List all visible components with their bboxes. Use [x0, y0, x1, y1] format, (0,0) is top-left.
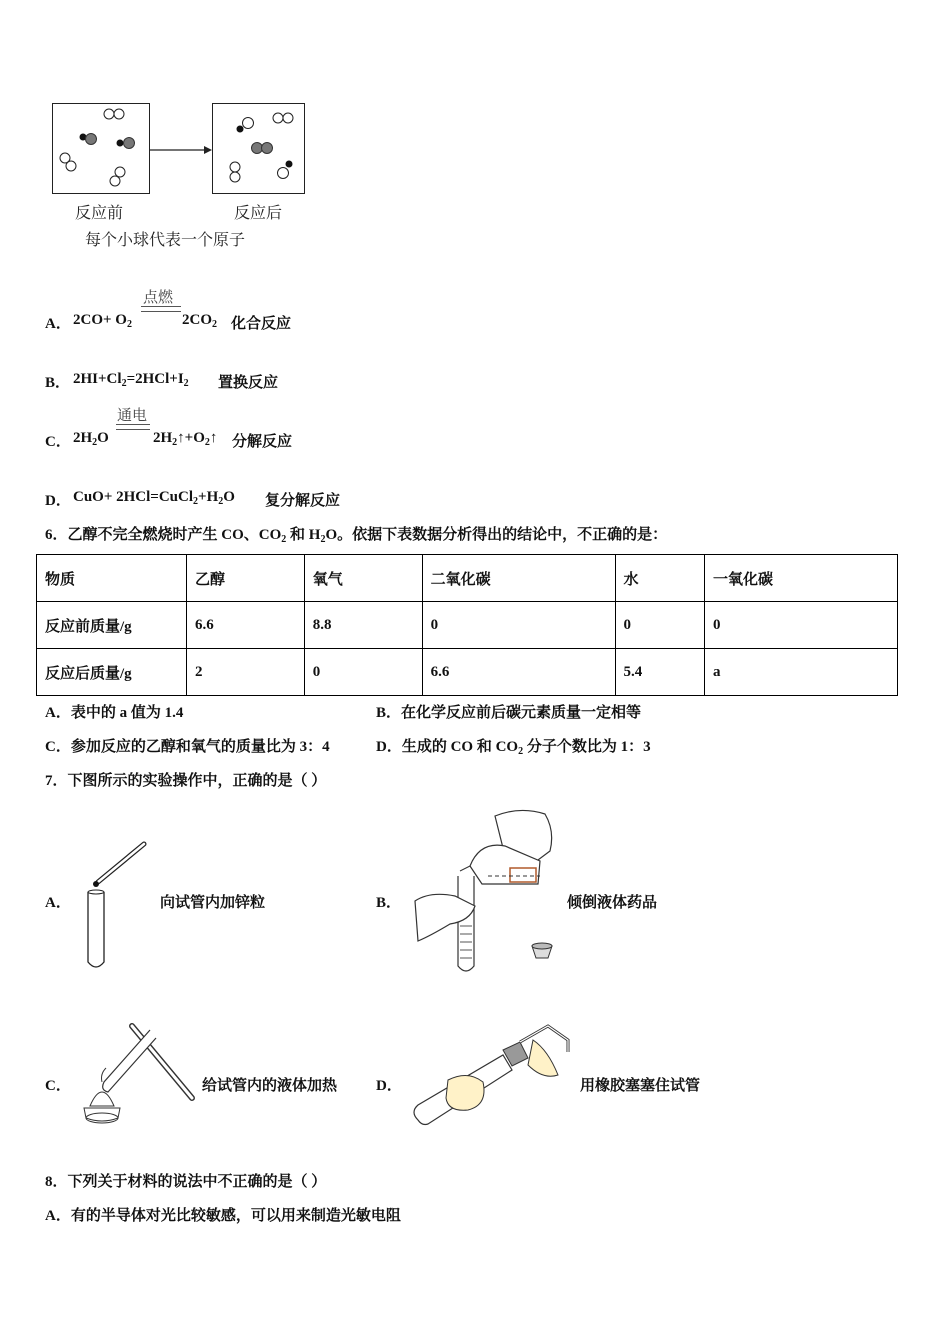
q8-option-a: A．有的半导体对光比较敏感，可以用来制造光敏电阻 [45, 1208, 401, 1224]
table-cell: 2 [187, 649, 305, 696]
products: $2CO_2$ [182, 312, 217, 330]
option-label: B． [45, 375, 71, 391]
equation-equals-sign [116, 424, 150, 430]
table-cell: 0 [615, 602, 705, 649]
q6-data-table [36, 554, 898, 696]
table-cell: 水 [615, 555, 705, 602]
products: $2H_2↑+O_2↑$ [153, 430, 218, 448]
table-cell: 一氧化碳 [705, 555, 898, 602]
table-cell: 8.8 [304, 602, 422, 649]
stopper-test-tube-icon [408, 1020, 578, 1130]
q8-stem: 8．下列关于材料的说法中不正确的是（ ） [45, 1174, 327, 1190]
before-box [52, 103, 152, 195]
q6-option-d: D．生成的 CO 和 $CO_2$ 分子个数比为 1：3 [376, 739, 651, 757]
reaction-type: 置换反应 [218, 375, 279, 391]
q6-option-a: A．表中的 a 值为 1.4 [45, 705, 184, 721]
reactants: $2H_2O$ [73, 430, 109, 448]
table-cell: 反应后质量/g [37, 649, 187, 696]
table-cell: 0 [304, 649, 422, 696]
table-cell: a [705, 649, 898, 696]
table-cell: 二氧化碳 [422, 555, 615, 602]
option-label: A． [45, 316, 71, 332]
table-cell: 反应前质量/g [37, 602, 187, 649]
q7-option-a-text: 向试管内加锌粒 [160, 895, 266, 911]
after-box [212, 103, 312, 195]
reaction-type: 复分解反应 [265, 493, 341, 509]
table-row [37, 649, 898, 696]
condition-electrolysis: 通电 [117, 406, 148, 424]
reactants: $2CO+ O_2$ [73, 312, 132, 330]
table-cell: 6.6 [187, 602, 305, 649]
pouring-liquid-icon [410, 806, 570, 976]
equation: $2HI+Cl_2=2HCl+I_2$ [73, 371, 189, 389]
table-cell: 物质 [37, 555, 187, 602]
q6-stem: 6．乙醇不完全燃烧时产生 CO、$CO_2$ 和 $H_2O$。依据下表数据分析得出的结论中，不正确的是： [45, 527, 668, 545]
table-cell: 氧气 [304, 555, 422, 602]
option-label: C． [45, 434, 71, 450]
equation-equals-sign [141, 306, 181, 312]
q7-option-c-text: 给试管内的液体加热 [202, 1078, 338, 1094]
q6-option-c: C．参加反应的乙醇和氧气的质量比为 3：4 [45, 739, 330, 755]
figure-caption: 每个小球代表一个原子 [85, 230, 246, 249]
reaction-arrow [150, 144, 214, 156]
test-tube-dropper-icon [80, 840, 150, 970]
q7-option-b-label: B． [376, 895, 402, 911]
before-label: 反应前 [75, 203, 124, 222]
reaction-type: 分解反应 [232, 434, 293, 450]
equation: $CuO+ 2HCl=CuCl_2+H_2O$ [73, 489, 235, 507]
q7-option-a-label: A． [45, 895, 71, 911]
table-cell: 0 [705, 602, 898, 649]
q7-option-c-label: C． [45, 1078, 71, 1094]
table-cell: 6.6 [422, 649, 615, 696]
after-label: 反应后 [234, 203, 283, 222]
q6-option-b: B．在化学反应前后碳元素质量一定相等 [376, 705, 642, 721]
q7-stem: 7．下图所示的实验操作中，正确的是（ ） [45, 773, 327, 789]
table-row [37, 602, 898, 649]
condition-ignite: 点燃 [143, 288, 174, 306]
table-cell: 乙醇 [187, 555, 305, 602]
q7-option-d-label: D． [376, 1078, 402, 1094]
table-header-row [37, 555, 898, 602]
heating-test-tube-icon [72, 1018, 202, 1128]
q7-option-d-text: 用橡胶塞塞住试管 [580, 1078, 701, 1094]
table-cell: 5.4 [615, 649, 705, 696]
option-label: D． [45, 493, 71, 509]
reaction-type: 化合反应 [231, 316, 292, 332]
q7-option-b-text: 倾倒液体药品 [567, 895, 658, 911]
table-cell: 0 [422, 602, 615, 649]
